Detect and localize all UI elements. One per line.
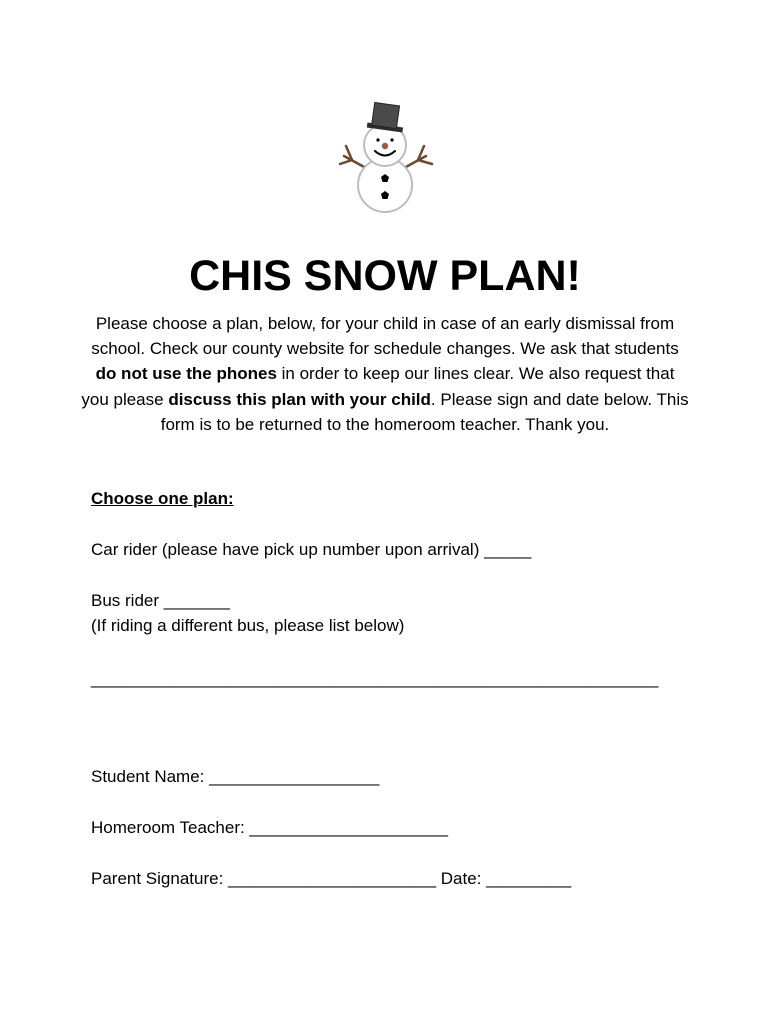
student-name-field[interactable]: Student Name: __________________ [91,767,380,786]
page-title: CHIS SNOW PLAN! [189,252,581,300]
intro-paragraph [80,311,690,437]
car-rider-option[interactable]: Car rider (please have pick up number upon arrival) _____ [91,540,532,559]
intro-bold-phones: do not use the phones [95,364,277,384]
different-bus-field[interactable]: ____________________________________________________________ [91,669,659,688]
intro-text: in order to keep our lines clear. We also request that you please [81,364,675,409]
bus-rider-option[interactable]: Bus rider _______ [91,591,230,610]
intro-text: . Please sign and date below. This form is to be returned to the homeroom teacher. Thank you. [160,389,689,434]
choose-plan-heading: Choose one plan: [91,489,234,508]
intro-bold-discuss: discuss this plan with your child [168,389,431,409]
bus-rider-note: (If riding a different bus, please list below) [91,616,405,635]
intro-text: Please choose a plan, below, for your child in case of an early dismissal from school. Check our county website for schedule changes. We ask that students [91,314,679,359]
snowman-icon [330,98,440,218]
parent-signature-date-field[interactable]: Parent Signature: ______________________ Date: _________ [91,869,572,888]
homeroom-teacher-field[interactable]: Homeroom Teacher: _____________________ [91,818,448,837]
